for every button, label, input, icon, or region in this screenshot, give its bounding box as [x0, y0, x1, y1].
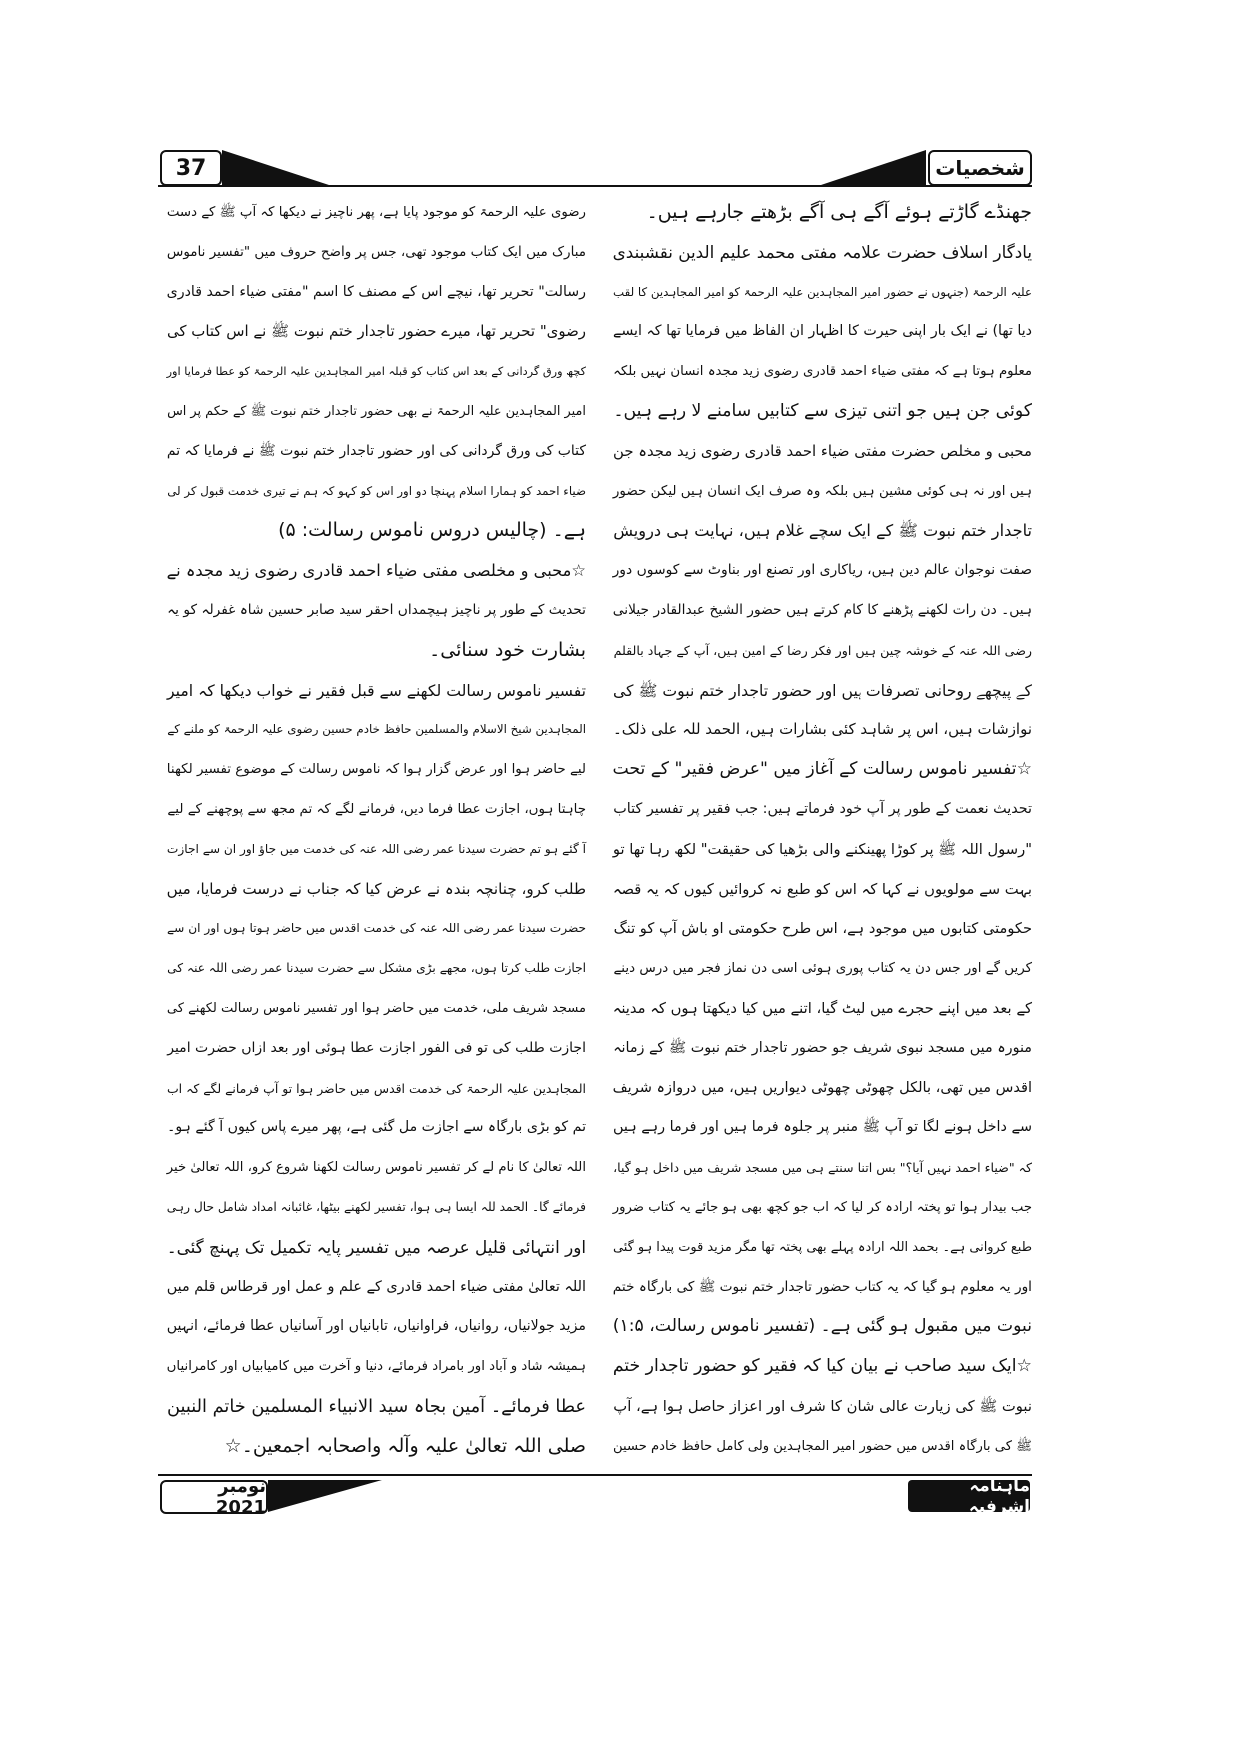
text-line: مسجد شریف ملی، خدمت میں حاضر ہوا اور تفسیر ناموس رسالت لکھنے کی — [166, 1000, 586, 1016]
text-line: جب بیدار ہوا تو پختہ ارادہ کر لیا کہ اب جو کچھ بھی ہو جائے یہ کتاب ضرور — [612, 1199, 1032, 1215]
text-line: اقدس میں تھی، بالکل چھوٹی چھوٹی دیواریں ہیں، میں دروازہ شریف — [612, 1079, 1032, 1096]
right-column — [604, 193, 1032, 1467]
footer-left-wedge — [268, 1480, 384, 1512]
text-line: صلی اللہ تعالیٰ علیہ وآلہ واصحابہ اجمعین۔☆ — [224, 1434, 586, 1457]
text-line: علیہ الرحمۃ (جنہوں نے حضور امیر المجاہدین علیہ الرحمۃ کو امیر المجاہدین کا لقب — [613, 284, 1032, 299]
text-line: ہیں اور نہ ہی کوئی مشین ہیں بلکہ وہ صرف ایک انسان ہیں لیکن حضور — [612, 482, 1032, 499]
text-line: ☆ایک سید صاحب نے بیان کیا کہ فقیر کو حضور تاجدار ختم — [612, 1356, 1032, 1377]
text-line: ﷺ کی بارگاہ اقدس میں حضور امیر المجاہدین ولی کامل حافظ خادم حسین — [613, 1438, 1032, 1454]
text-line: اور انتہائی قلیل عرصہ میں تفسیر پایہ تکمیل تک پہنچ گئی۔ — [166, 1236, 586, 1257]
text-line: ☆تفسیر ناموس رسالت کے آغاز میں "عرض فقیر" کے تحت — [612, 759, 1032, 780]
text-line: اللہ تعالیٰ کا نام لے کر تفسیر ناموس رسالت لکھنا شروع کرو، اللہ تعالیٰ خیر — [166, 1160, 586, 1176]
text-line: کریں گے اور جس دن یہ کتاب پوری ہوئی اسی دن نماز فجر میں درس دینے — [613, 961, 1032, 977]
text-line: ہے۔ (چالیس دروس ناموس رسالت: ۵) — [278, 519, 586, 542]
text-line: مزید جولانیاں، روانیاں، فراوانیاں، تابانیاں اور آسانیاں عطا فرمائے، انہیں — [166, 1318, 586, 1335]
text-line: بشارت خود سنائی۔ — [429, 638, 586, 661]
text-line: سے داخل ہونے لگا تو آپ ﷺ منبر پر جلوہ فرما ہیں اور فرما رہے ہیں — [612, 1119, 1032, 1136]
text-line: تحدیث نعمت کے طور پر آپ خود فرماتے ہیں: جب فقیر پر تفسیر کتاب — [613, 800, 1032, 817]
text-line: کے بعد میں اپنے حجرے میں لیٹ گیا، اتنے میں کیا دیکھتا ہوں کہ مدینہ — [612, 999, 1032, 1017]
text-line: ☆محبی و مخلصی مفتی ضیاء احمد قادری رضوی زید مجدہ نے — [166, 561, 586, 581]
text-line: طبع کروانی ہے۔ بحمد اللہ ارادہ پہلے بھی پختہ تھا مگر مزید قوت پیدا ہو گئی — [613, 1239, 1032, 1255]
left-column — [158, 193, 586, 1467]
text-line: نبوت میں مقبول ہو گئی ہے۔ (تفسیر ناموس رسالت، ۱:۵) — [612, 1316, 1032, 1337]
text-line: کوئی جن ہیں جو اتنی تیزی سے کتابیں سامنے لا رہے ہیں۔ — [613, 400, 1032, 421]
text-line: ضیاء احمد کو ہمارا اسلام پہنچا دو اور اس کو کہو کہ ہم نے تیری خدمت قبول کر لی — [167, 483, 586, 498]
text-line: کتاب کی ورق گردانی کی اور حضور تاجدار ختم نبوت ﷺ نے فرمایا کہ تم — [166, 442, 586, 459]
text-line: رسالت" تحریر تھا، نیچے اس کے مصنف کا اسم "مفتی ضیاء احمد قادری — [166, 283, 586, 300]
text-line: یادگار اسلاف حضرت علامہ مفتی محمد علیم الدین نقشبندی — [612, 241, 1032, 262]
text-line: تفسیر ناموس رسالت لکھنے سے قبل فقیر نے خواب دیکھا کہ امیر — [167, 680, 586, 700]
section-title: شخصیات — [928, 150, 1032, 186]
text-line: اور یہ معلوم ہو گیا کہ یہ کتاب حضور تاجدار ختم نبوت ﷺ کی بارگاہ ختم — [612, 1278, 1032, 1295]
issue-date: نومبر 2021 — [160, 1480, 268, 1514]
text-line: چاہتا ہوں، اجازت عطا فرما دیں، فرمانے لگے کہ تم مجھ سے پوچھنے کے لیے — [167, 801, 586, 817]
page-number: 37 — [160, 150, 222, 186]
text-line: "رسول اللہ ﷺ پر کوڑا پھینکنے والی بڑھیا کی حقیقت" لکھ رہا تھا تو — [612, 840, 1032, 858]
text-line: رضوی" تحریر تھا، میرے حضور تاجدار ختم نبوت ﷺ نے اس کتاب کی — [166, 322, 586, 341]
text-line: جھنڈے گاڑتے ہوئے آگے ہی آگے بڑھتے جارہے ہیں۔ — [646, 201, 1032, 223]
text-line: امیر المجاہدین علیہ الرحمۃ نے بھی حضور تاجدار ختم نبوت ﷺ کے حکم پر اس — [167, 403, 586, 419]
text-line: نبوت ﷺ کی زیارت عالی شان کا شرف اور اعزاز حاصل ہوا ہے، آپ — [613, 1397, 1032, 1415]
magazine-name: ماہنامہ اشرفیہ — [908, 1480, 1030, 1512]
text-line: تم کو بڑی بارگاہ سے اجازت مل گئی ہے، پھر میرے پاس کیوں آ گئے ہو۔ — [167, 1119, 586, 1136]
text-line: لیے حاضر ہوا اور عرض گزار ہوا کہ ناموس رسالت کے موضوع تفسیر لکھنا — [166, 762, 586, 778]
text-line: آ گئے ہو تم حضرت سیدنا عمر رضی اللہ عنہ کی خدمت میں جاؤ اور ان سے اجازت — [166, 841, 586, 856]
text-line: المجاہدین علیہ الرحمۃ کی خدمت اقدس میں حاضر ہوا تو آپ فرمانے لگے کہ اب — [166, 1080, 586, 1096]
text-line: ہیں۔ دن رات لکھنے پڑھنے کا کام کرتے ہیں حضور الشیخ عبدالقادر جیلانی — [612, 601, 1032, 618]
text-line: ہمیشہ شاد و آباد اور بامراد فرمائے، دنیا و آخرت میں کامیابیاں اور کامرانیاں — [166, 1359, 586, 1375]
text-line: کہ "ضیاء احمد نہیں آیا؟" بس اتنا سنتے ہی میں مسجد شریف میں داخل ہو گیا، — [613, 1160, 1032, 1176]
text-line: منورہ میں مسجد نبوی شریف جو حضور تاجدار ختم نبوت ﷺ کے زمانہ — [613, 1039, 1032, 1056]
text-line: مبارک میں ایک کتاب موجود تھی، جس پر واضح حروف میں "تفسیر ناموس — [166, 243, 586, 260]
text-line: اجازت طلب کی تو فی الفور اجازت عطا ہوئی اور بعد ازاں حضرت امیر — [167, 1039, 586, 1056]
text-line: محبی و مخلص حضرت مفتی ضیاء احمد قادری رضوی زید مجدہ جن — [613, 441, 1032, 460]
text-line: المجاہدین شیخ الاسلام والمسلمین حافظ خادم حسین رضوی علیہ الرحمۃ کو ملنے کے — [167, 722, 586, 737]
text-line: طلب کرو، چنانچہ بندہ نے عرض کیا کہ جناب نے درست فرمایا، میں — [166, 879, 586, 898]
text-line: حکومتی کتابوں میں موجود ہے، اس طرح حکومتی او باش آپ کو تنگ — [613, 920, 1032, 938]
text-line: اللہ تعالیٰ مفتی ضیاء احمد قادری کے علم و عمل اور قرطاس قلم میں — [166, 1278, 586, 1295]
header-left-wedge — [222, 150, 334, 186]
text-line: فرمائے گا۔ الحمد للہ ایسا ہی ہوا، تفسیر لکھنے بیٹھا، غائبانہ امداد شامل حال رہی — [166, 1199, 586, 1214]
text-line: حضرت سیدنا عمر رضی اللہ عنہ کی خدمت اقدس میں حاضر ہوتا ہوں اور ان سے — [167, 921, 586, 936]
text-line: صفت نوجوان عالم دین ہیں، ریاکاری اور تصنع اور بناوٹ سے کوسوں دور — [612, 562, 1032, 579]
text-line: تاجدار ختم نبوت ﷺ کے ایک سچے غلام ہیں، نہایت ہی درویش — [613, 521, 1032, 541]
text-line: رضوی علیہ الرحمۃ کو موجود پایا ہے، پھر ناچیز نے دیکھا کہ آپ ﷺ کے دست — [166, 205, 586, 220]
text-line: عطا فرمائے۔ آمین بجاہ سید الانبیاء المسلمین خاتم النبین — [166, 1395, 586, 1417]
text-line: کے پیچھے روحانی تصرفات ہیں اور حضور تاجدار ختم نبوت ﷺ کی — [613, 680, 1032, 700]
text-line: اجازت طلب کرتا ہوں، مجھے بڑی مشکل سے حضرت سیدنا عمر رضی اللہ عنہ کی — [167, 961, 586, 976]
text-line: رضی اللہ عنہ کے خوشہ چین ہیں اور فکر رضا کے امین ہیں، آپ کے جہاد بالقلم — [613, 642, 1032, 658]
text-line: دیا تھا) نے ایک بار اپنی حیرت کا اظہار ان الفاظ میں فرمایا تھا کہ ایسے — [613, 323, 1032, 340]
header-right-wedge — [818, 150, 928, 186]
text-line: بہت سے مولویوں نے کہا کہ اس کو طبع نہ کروائیں کیوں کہ یہ قصہ — [612, 880, 1032, 898]
text-line: کچھ ورق گردانی کے بعد اس کتاب کو قبلہ امیر المجاہدین علیہ الرحمۃ کو عطا فرمایا اور — [166, 364, 586, 379]
text-line: معلوم ہوتا ہے کہ مفتی ضیاء احمد قادری رضوی زید مجدہ انسان نہیں بلکہ — [613, 364, 1032, 380]
text-line: نوازشات ہیں، اس پر شاہد کئی بشارات ہیں، الحمد للہ علی ذلک۔ — [612, 720, 1032, 739]
footer-rule — [158, 1474, 1032, 1476]
text-line: تحدیث کے طور پر ناچیز ہیچمداں احقر سید صابر حسین شاہ غفرلہ کو یہ — [167, 601, 586, 618]
